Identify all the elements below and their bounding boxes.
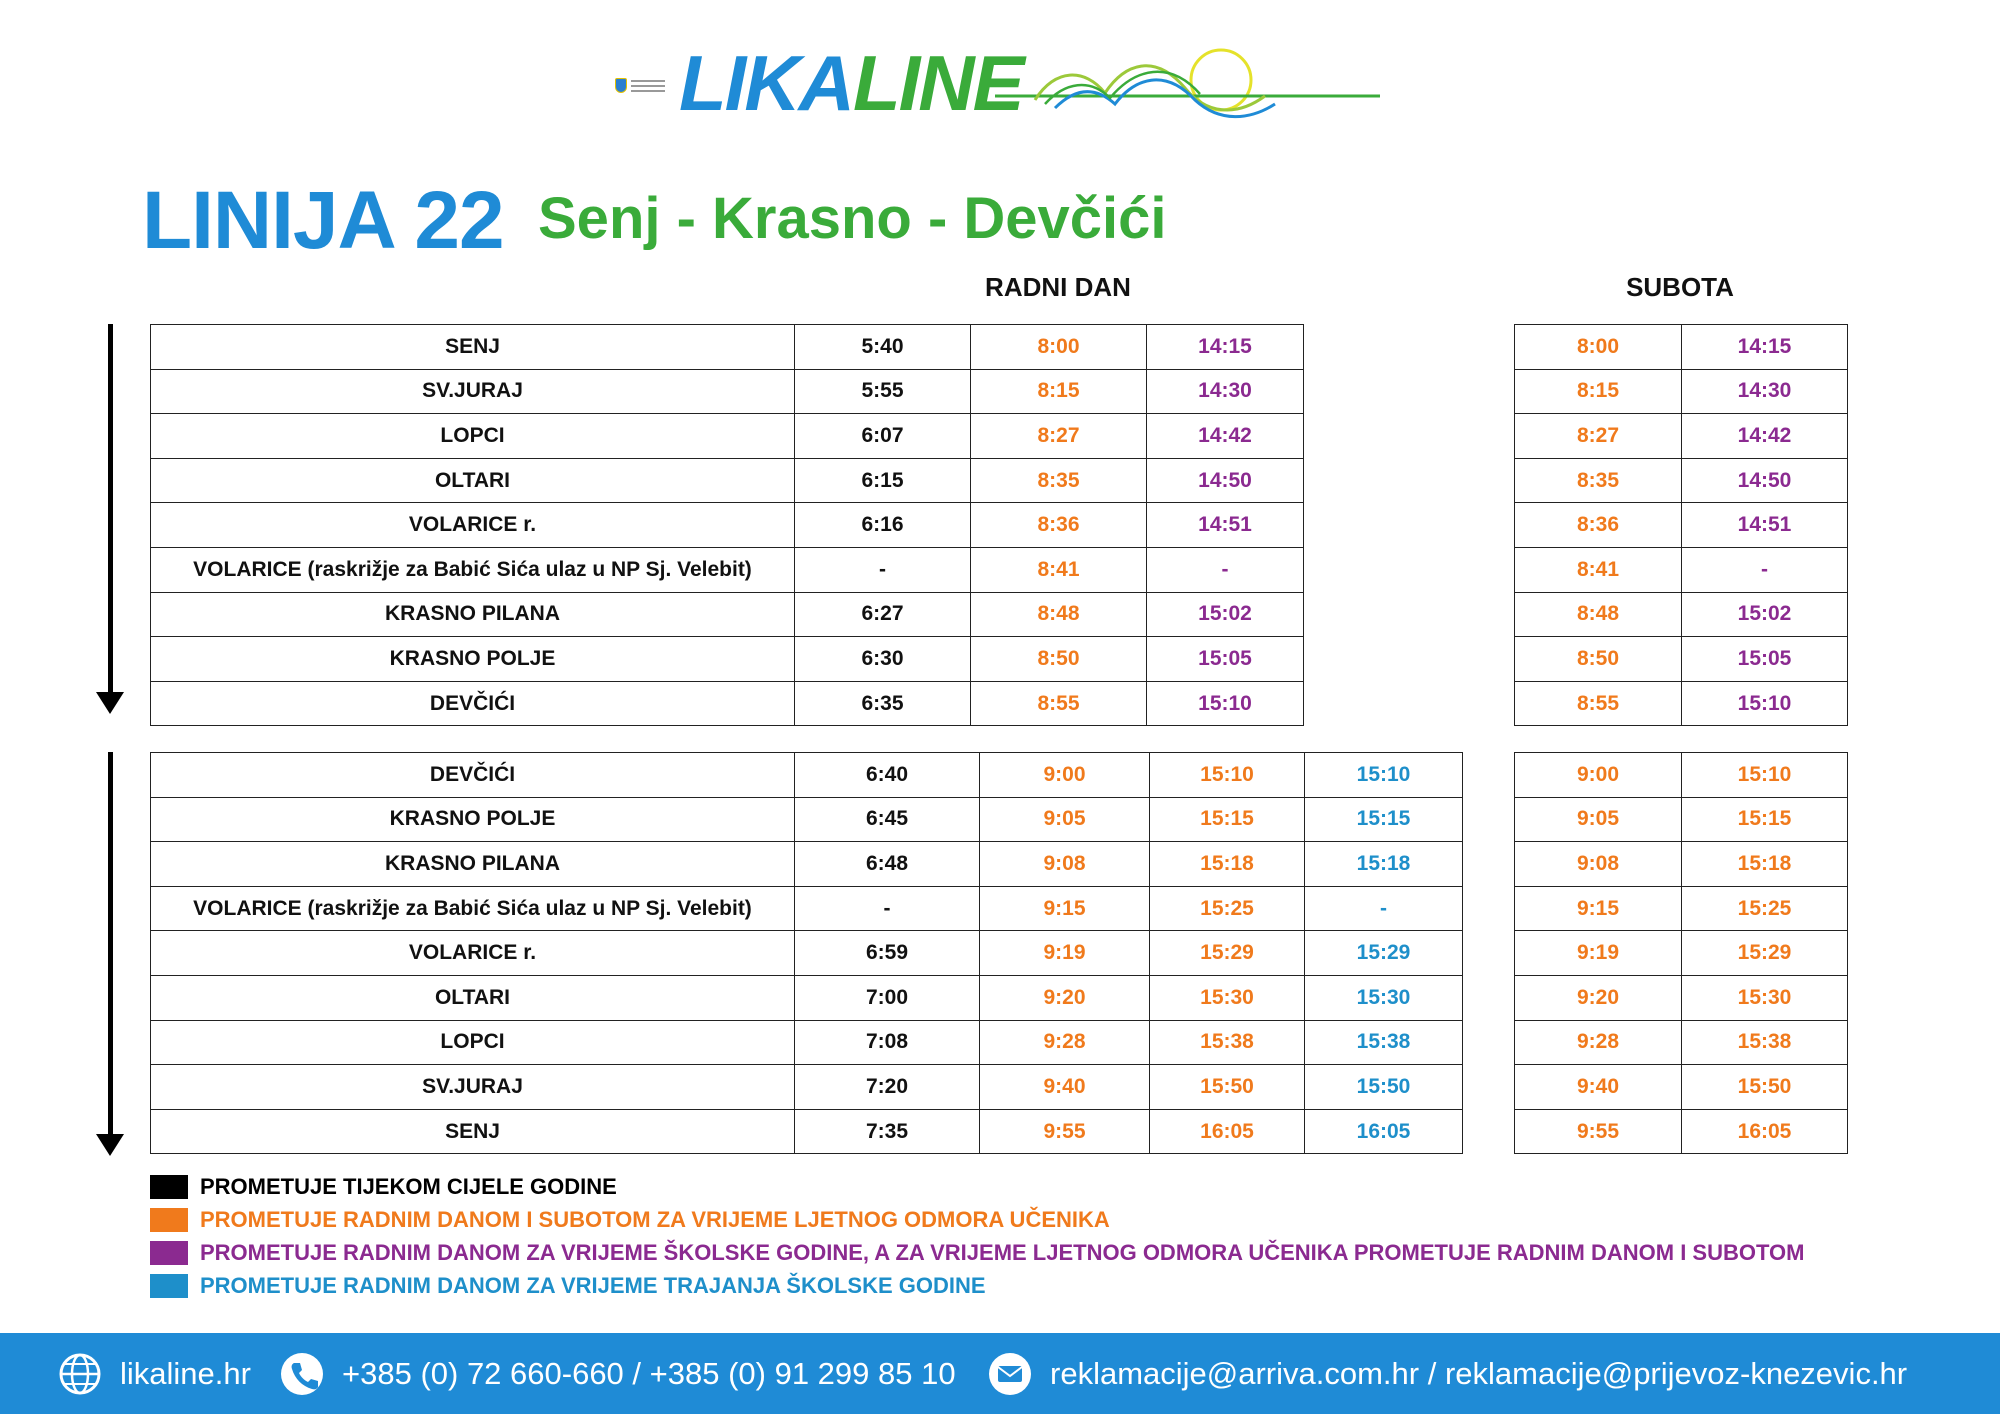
departure-time: 8:35 — [971, 458, 1147, 503]
departure-time: 6:59 — [795, 931, 980, 976]
legend-swatch — [150, 1274, 188, 1298]
departure-time: 6:16 — [795, 503, 971, 548]
stop-name: SV.JURAJ — [151, 369, 795, 414]
departure-time: 15:50 — [1150, 1065, 1305, 1110]
departure-time: 15:29 — [1305, 931, 1463, 976]
table-row — [1515, 414, 1848, 459]
table-row — [151, 1109, 1463, 1154]
departure-time: 15:38 — [1682, 1020, 1848, 1065]
legend-text: PROMETUJE TIJEKOM CIJELE GODINE — [200, 1173, 617, 1199]
stop-name: VOLARICE (raskrižje za Babić Sića ulaz u NP Sj. Velebit) — [151, 547, 795, 592]
stop-name: VOLARICE r. — [151, 503, 795, 548]
stop-name: DEVČIĆI — [151, 681, 795, 726]
table-row — [151, 503, 1304, 548]
table-row — [1515, 975, 1848, 1020]
stop-name: SENJ — [151, 1109, 795, 1154]
legend-item — [150, 1269, 1804, 1302]
weekday-header: RADNI DAN — [985, 272, 1131, 302]
departure-time: 14:15 — [1682, 325, 1848, 370]
departure-time: 15:29 — [1150, 931, 1305, 976]
departure-time: 9:08 — [980, 842, 1150, 887]
departure-time: 7:00 — [795, 975, 980, 1020]
brand-wordmark: LIKALINE — [679, 39, 1023, 127]
departure-time: 8:48 — [1515, 592, 1682, 637]
legend-text: PROMETUJE RADNIM DANOM ZA VRIJEME ŠKOLSKE GODINE, A ZA VRIJEME LJETNOG ODMORA UČENIKA PROMETUJE RADNIM DANOM I SUBOTOM — [200, 1239, 1805, 1265]
crest-shield-icon — [615, 78, 627, 93]
website-text[interactable]: likaline.hr — [120, 1355, 251, 1391]
departure-time: 8:35 — [1515, 458, 1682, 503]
stop-name: SV.JURAJ — [151, 1065, 795, 1110]
departure-time: 9:15 — [1515, 886, 1682, 931]
email-text[interactable]: reklamacije@arriva.com.hr / reklamacije@prijevoz-knezevic.hr — [1050, 1355, 1908, 1391]
route-title: Senj - Krasno - Devčići — [538, 186, 1167, 251]
table-row — [1515, 637, 1848, 682]
legend-item — [150, 1236, 1804, 1269]
departure-time: 7:08 — [795, 1020, 980, 1065]
departure-time: 9:20 — [980, 975, 1150, 1020]
table-row — [151, 414, 1304, 459]
legend-swatch — [150, 1208, 188, 1232]
stop-name: KRASNO PILANA — [151, 842, 795, 887]
stop-name: OLTARI — [151, 458, 795, 503]
stop-name: LOPCI — [151, 414, 795, 459]
departure-time: 8:27 — [971, 414, 1147, 459]
footer-website[interactable] — [58, 1333, 251, 1414]
departure-time: 9:55 — [980, 1109, 1150, 1154]
departure-time: 8:36 — [1515, 503, 1682, 548]
departure-time: 8:55 — [971, 681, 1147, 726]
departure-time: 8:27 — [1515, 414, 1682, 459]
table-row — [1515, 931, 1848, 976]
legend-text: PROMETUJE RADNIM DANOM ZA VRIJEME TRAJANJA ŠKOLSKE GODINE — [200, 1272, 986, 1298]
footer-contact-bar — [0, 1333, 2000, 1414]
legend-item — [150, 1203, 1804, 1236]
departure-time: 8:50 — [1515, 637, 1682, 682]
departure-time: 14:50 — [1682, 458, 1848, 503]
departure-time: 6:30 — [795, 637, 971, 682]
stop-name: VOLARICE (raskrižje za Babić Sića ulaz u NP Sj. Velebit) — [151, 886, 795, 931]
departure-time: 6:27 — [795, 592, 971, 637]
stop-name: OLTARI — [151, 975, 795, 1020]
departure-time: 9:08 — [1515, 842, 1682, 887]
departure-time: 15:10 — [1682, 753, 1848, 798]
departure-time: 15:18 — [1305, 842, 1463, 887]
departure-time: 9:00 — [980, 753, 1150, 798]
departure-time: 8:50 — [971, 637, 1147, 682]
departure-time: 7:35 — [795, 1109, 980, 1154]
departure-time: - — [1147, 547, 1304, 592]
departure-time: 8:15 — [1515, 369, 1682, 414]
departure-time: 15:15 — [1150, 797, 1305, 842]
departure-time: 6:45 — [795, 797, 980, 842]
legend-item — [150, 1170, 1804, 1203]
departure-time: 15:10 — [1150, 753, 1305, 798]
departure-time: 9:28 — [980, 1020, 1150, 1065]
table-row — [151, 753, 1463, 798]
departure-time: 9:00 — [1515, 753, 1682, 798]
stop-name: LOPCI — [151, 1020, 795, 1065]
departure-time: 15:50 — [1305, 1065, 1463, 1110]
stop-name: SENJ — [151, 325, 795, 370]
departure-time: 8:48 — [971, 592, 1147, 637]
departure-time: 16:05 — [1150, 1109, 1305, 1154]
stop-name: VOLARICE r. — [151, 931, 795, 976]
stop-name: KRASNO POLJE — [151, 637, 795, 682]
departure-time: 9:05 — [1515, 797, 1682, 842]
logo — [615, 38, 1395, 138]
footer-email[interactable] — [988, 1333, 1907, 1414]
phone-icon — [280, 1352, 324, 1396]
departure-time: 14:30 — [1147, 369, 1304, 414]
inbound-saturday-table — [1514, 752, 1848, 1154]
departure-time: 14:50 — [1147, 458, 1304, 503]
county-crest — [615, 78, 667, 102]
departure-time: 16:05 — [1682, 1109, 1848, 1154]
departure-time: 8:00 — [1515, 325, 1682, 370]
departure-time: 15:38 — [1305, 1020, 1463, 1065]
departure-time: 15:30 — [1682, 975, 1848, 1020]
table-row — [151, 681, 1304, 726]
table-row — [1515, 1020, 1848, 1065]
departure-time: 15:02 — [1147, 592, 1304, 637]
departure-time: 6:35 — [795, 681, 971, 726]
table-row — [151, 931, 1463, 976]
table-row — [1515, 458, 1848, 503]
departure-time: 15:05 — [1682, 637, 1848, 682]
table-row — [151, 325, 1304, 370]
departure-time: 8:15 — [971, 369, 1147, 414]
departure-time: 7:20 — [795, 1065, 980, 1110]
departure-time: 15:29 — [1682, 931, 1848, 976]
phone-text[interactable]: +385 (0) 72 660-660 / +385 (0) 91 299 85 10 — [342, 1355, 956, 1391]
departure-time: 15:10 — [1305, 753, 1463, 798]
departure-time: 14:42 — [1147, 414, 1304, 459]
departure-time: - — [795, 886, 980, 931]
departure-time: 5:55 — [795, 369, 971, 414]
table-row — [1515, 1109, 1848, 1154]
legend-text: PROMETUJE RADNIM DANOM I SUBOTOM ZA VRIJEME LJETNOG ODMORA UČENIKA — [200, 1206, 1110, 1232]
departure-time: 15:25 — [1682, 886, 1848, 931]
table-row — [151, 592, 1304, 637]
table-row — [1515, 369, 1848, 414]
departure-time: 15:05 — [1147, 637, 1304, 682]
departure-time: 8:41 — [1515, 547, 1682, 592]
departure-time: 15:10 — [1682, 681, 1848, 726]
mountain-waves-icon — [995, 38, 1395, 138]
departure-time: 15:38 — [1150, 1020, 1305, 1065]
crest-text-lines — [631, 80, 665, 94]
departure-time: 14:51 — [1682, 503, 1848, 548]
table-row — [1515, 681, 1848, 726]
departure-time: 9:40 — [980, 1065, 1150, 1110]
legend — [150, 1170, 1804, 1302]
departure-time: 8:41 — [971, 547, 1147, 592]
departure-time: 6:15 — [795, 458, 971, 503]
departure-time: 8:55 — [1515, 681, 1682, 726]
departure-time: 9:15 — [980, 886, 1150, 931]
legend-swatch — [150, 1175, 188, 1199]
departure-time: 14:30 — [1682, 369, 1848, 414]
direction-arrow-inbound — [104, 752, 116, 1156]
outbound-weekday-table — [150, 324, 1304, 726]
table-row — [151, 458, 1304, 503]
stop-name: DEVČIĆI — [151, 753, 795, 798]
departure-time: 15:18 — [1682, 842, 1848, 887]
departure-time: 15:02 — [1682, 592, 1848, 637]
departure-time: 15:15 — [1305, 797, 1463, 842]
departure-time: 14:15 — [1147, 325, 1304, 370]
departure-time: - — [1682, 547, 1848, 592]
departure-time: 9:05 — [980, 797, 1150, 842]
departure-time: 15:18 — [1150, 842, 1305, 887]
inbound-weekday-table — [150, 752, 1463, 1154]
departure-time: 6:40 — [795, 753, 980, 798]
table-row — [1515, 797, 1848, 842]
departure-time: 9:55 — [1515, 1109, 1682, 1154]
departure-time: 15:30 — [1150, 975, 1305, 1020]
stop-name: KRASNO POLJE — [151, 797, 795, 842]
departure-time: 16:05 — [1305, 1109, 1463, 1154]
departure-time: 15:25 — [1150, 886, 1305, 931]
table-row — [151, 975, 1463, 1020]
direction-arrow-outbound — [104, 324, 116, 714]
departure-time: 15:15 — [1682, 797, 1848, 842]
departure-time: 9:19 — [1515, 931, 1682, 976]
departure-time: 15:30 — [1305, 975, 1463, 1020]
departure-time: 15:50 — [1682, 1065, 1848, 1110]
table-row — [151, 886, 1463, 931]
globe-icon — [58, 1352, 102, 1396]
departure-time: - — [1305, 886, 1463, 931]
departure-time: 14:42 — [1682, 414, 1848, 459]
departure-time: 9:20 — [1515, 975, 1682, 1020]
departure-time: 6:07 — [795, 414, 971, 459]
table-row — [1515, 547, 1848, 592]
table-row — [1515, 592, 1848, 637]
table-row — [151, 547, 1304, 592]
mail-icon — [988, 1352, 1032, 1396]
table-row — [1515, 1065, 1848, 1110]
table-row — [1515, 886, 1848, 931]
departure-time: 8:00 — [971, 325, 1147, 370]
departure-time: 14:51 — [1147, 503, 1304, 548]
stop-name: KRASNO PILANA — [151, 592, 795, 637]
table-row — [1515, 842, 1848, 887]
table-row — [1515, 503, 1848, 548]
departure-time: 15:10 — [1147, 681, 1304, 726]
table-row — [1515, 325, 1848, 370]
saturday-header: SUBOTA — [1626, 272, 1734, 302]
line-number-title: LINIJA 22 — [142, 175, 504, 266]
legend-swatch — [150, 1241, 188, 1265]
footer-phone[interactable] — [280, 1333, 956, 1414]
table-row — [151, 369, 1304, 414]
departure-time: - — [795, 547, 971, 592]
table-row — [151, 1065, 1463, 1110]
table-row — [151, 797, 1463, 842]
outbound-saturday-table — [1514, 324, 1848, 726]
departure-time: 9:40 — [1515, 1065, 1682, 1110]
departure-time: 9:19 — [980, 931, 1150, 976]
table-row — [151, 842, 1463, 887]
table-row — [151, 637, 1304, 682]
departure-time: 6:48 — [795, 842, 980, 887]
departure-time: 9:28 — [1515, 1020, 1682, 1065]
departure-time: 5:40 — [795, 325, 971, 370]
table-row — [1515, 753, 1848, 798]
departure-time: 8:36 — [971, 503, 1147, 548]
table-row — [151, 1020, 1463, 1065]
